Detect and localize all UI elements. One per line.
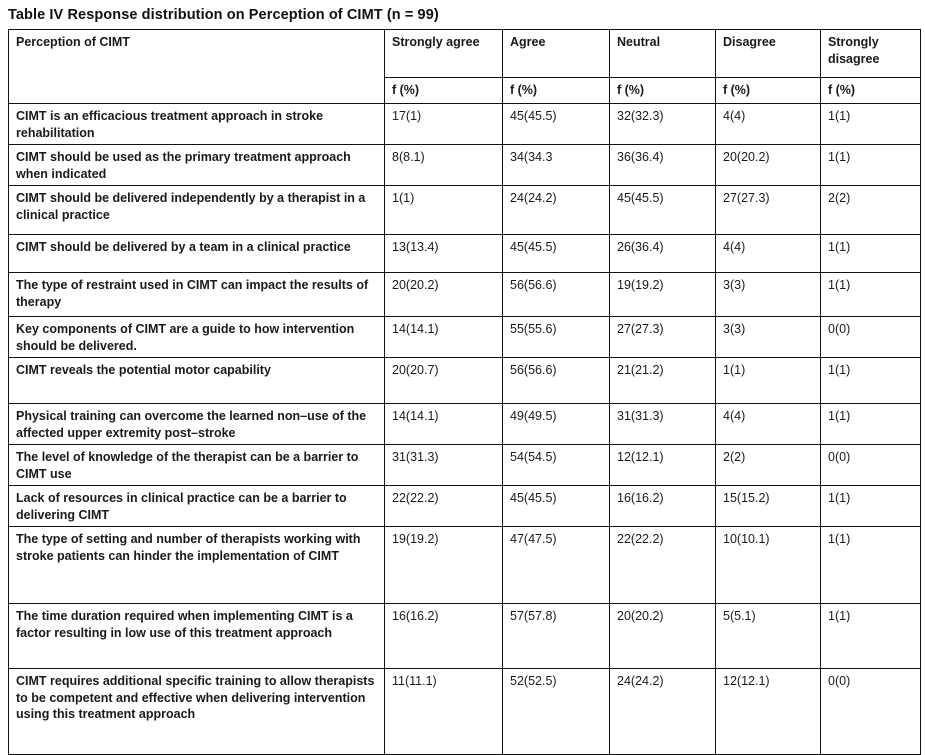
row-label: CIMT reveals the potential motor capability [9, 358, 385, 404]
subheader-cell: f (%) [385, 78, 503, 104]
value-cell: 49(49.5) [503, 404, 610, 445]
value-cell: 20(20.7) [385, 358, 503, 404]
value-cell: 47(47.5) [503, 527, 610, 604]
table-row [9, 317, 921, 358]
row-label: Physical training can overcome the learned non–use of the affected upper extremity post–stroke [9, 404, 385, 445]
subheader-cell: f (%) [610, 78, 716, 104]
value-cell: 16(16.2) [610, 486, 716, 527]
value-cell: 27(27.3) [610, 317, 716, 358]
table-row [9, 445, 921, 486]
value-cell: 56(56.6) [503, 273, 610, 317]
row-header-cell: Perception of CIMT [9, 30, 385, 104]
value-cell: 34(34.3 [503, 145, 610, 186]
value-cell: 31(31.3) [610, 404, 716, 445]
value-cell: 45(45.5) [610, 186, 716, 235]
value-cell: 1(1) [716, 358, 821, 404]
value-cell: 4(4) [716, 404, 821, 445]
value-cell: 1(1) [821, 604, 921, 669]
value-cell: 36(36.4) [610, 145, 716, 186]
value-cell: 11(11.1) [385, 669, 503, 755]
value-cell: 24(24.2) [503, 186, 610, 235]
value-cell: 24(24.2) [610, 669, 716, 755]
table-row [9, 273, 921, 317]
value-cell: 16(16.2) [385, 604, 503, 669]
value-cell: 13(13.4) [385, 235, 503, 273]
row-label: Key components of CIMT are a guide to how intervention should be delivered. [9, 317, 385, 358]
header-row [9, 30, 921, 78]
value-cell: 45(45.5) [503, 104, 610, 145]
value-cell: 0(0) [821, 317, 921, 358]
column-header-agree: Agree [503, 30, 610, 78]
table-header [9, 30, 921, 104]
table-row [9, 235, 921, 273]
value-cell: 55(55.6) [503, 317, 610, 358]
value-cell: 14(14.1) [385, 317, 503, 358]
value-cell: 2(2) [716, 445, 821, 486]
value-cell: 1(1) [821, 358, 921, 404]
value-cell: 1(1) [385, 186, 503, 235]
table-body [9, 104, 921, 755]
value-cell: 45(45.5) [503, 235, 610, 273]
table-row [9, 358, 921, 404]
value-cell: 10(10.1) [716, 527, 821, 604]
table-row [9, 486, 921, 527]
subheader-cell: f (%) [716, 78, 821, 104]
value-cell: 8(8.1) [385, 145, 503, 186]
column-header-strongly-disagree: Strongly disagree [821, 30, 921, 78]
value-cell: 5(5.1) [716, 604, 821, 669]
column-header-disagree: Disagree [716, 30, 821, 78]
row-label: The level of knowledge of the therapist can be a barrier to CIMT use [9, 445, 385, 486]
value-cell: 1(1) [821, 235, 921, 273]
value-cell: 12(12.1) [716, 669, 821, 755]
perception-table [8, 29, 921, 755]
value-cell: 3(3) [716, 273, 821, 317]
value-cell: 1(1) [821, 527, 921, 604]
value-cell: 57(57.8) [503, 604, 610, 669]
value-cell: 14(14.1) [385, 404, 503, 445]
row-label: CIMT requires additional specific training to allow therapists to be competent and effective when delivering intervention using this treatment approach [9, 669, 385, 755]
value-cell: 21(21.2) [610, 358, 716, 404]
value-cell: 31(31.3) [385, 445, 503, 486]
table-row [9, 145, 921, 186]
value-cell: 19(19.2) [610, 273, 716, 317]
value-cell: 20(20.2) [716, 145, 821, 186]
value-cell: 3(3) [716, 317, 821, 358]
row-label: CIMT should be delivered by a team in a clinical practice [9, 235, 385, 273]
value-cell: 56(56.6) [503, 358, 610, 404]
table-row [9, 186, 921, 235]
value-cell: 17(1) [385, 104, 503, 145]
value-cell: 45(45.5) [503, 486, 610, 527]
value-cell: 22(22.2) [385, 486, 503, 527]
table-row [9, 669, 921, 755]
column-header-strongly-agree: Strongly agree [385, 30, 503, 78]
row-label: CIMT should be used as the primary treatment approach when indicated [9, 145, 385, 186]
value-cell: 26(36.4) [610, 235, 716, 273]
value-cell: 4(4) [716, 235, 821, 273]
table-row [9, 404, 921, 445]
row-label: The type of restraint used in CIMT can impact the results of therapy [9, 273, 385, 317]
table-title: Table IV Response distribution on Perception of CIMT (n = 99) [8, 7, 439, 23]
subheader-cell: f (%) [503, 78, 610, 104]
value-cell: 19(19.2) [385, 527, 503, 604]
column-header-neutral: Neutral [610, 30, 716, 78]
value-cell: 0(0) [821, 445, 921, 486]
value-cell: 1(1) [821, 404, 921, 445]
value-cell: 20(20.2) [610, 604, 716, 669]
value-cell: 4(4) [716, 104, 821, 145]
row-label: CIMT should be delivered independently by a therapist in a clinical practice [9, 186, 385, 235]
table-row [9, 604, 921, 669]
table-row [9, 527, 921, 604]
table-row [9, 104, 921, 145]
value-cell: 0(0) [821, 669, 921, 755]
row-label: Lack of resources in clinical practice can be a barrier to delivering CIMT [9, 486, 385, 527]
value-cell: 1(1) [821, 486, 921, 527]
value-cell: 27(27.3) [716, 186, 821, 235]
value-cell: 54(54.5) [503, 445, 610, 486]
value-cell: 1(1) [821, 104, 921, 145]
row-label: The type of setting and number of therapists working with stroke patients can hinder the implementation of CIMT [9, 527, 385, 604]
row-label: The time duration required when implementing CIMT is a factor resulting in low use of this treatment approach [9, 604, 385, 669]
value-cell: 32(32.3) [610, 104, 716, 145]
value-cell: 12(12.1) [610, 445, 716, 486]
value-cell: 1(1) [821, 273, 921, 317]
subheader-cell: f (%) [821, 78, 921, 104]
value-cell: 22(22.2) [610, 527, 716, 604]
value-cell: 52(52.5) [503, 669, 610, 755]
value-cell: 15(15.2) [716, 486, 821, 527]
row-label: CIMT is an efficacious treatment approach in stroke rehabilitation [9, 104, 385, 145]
value-cell: 20(20.2) [385, 273, 503, 317]
value-cell: 1(1) [821, 145, 921, 186]
value-cell: 2(2) [821, 186, 921, 235]
